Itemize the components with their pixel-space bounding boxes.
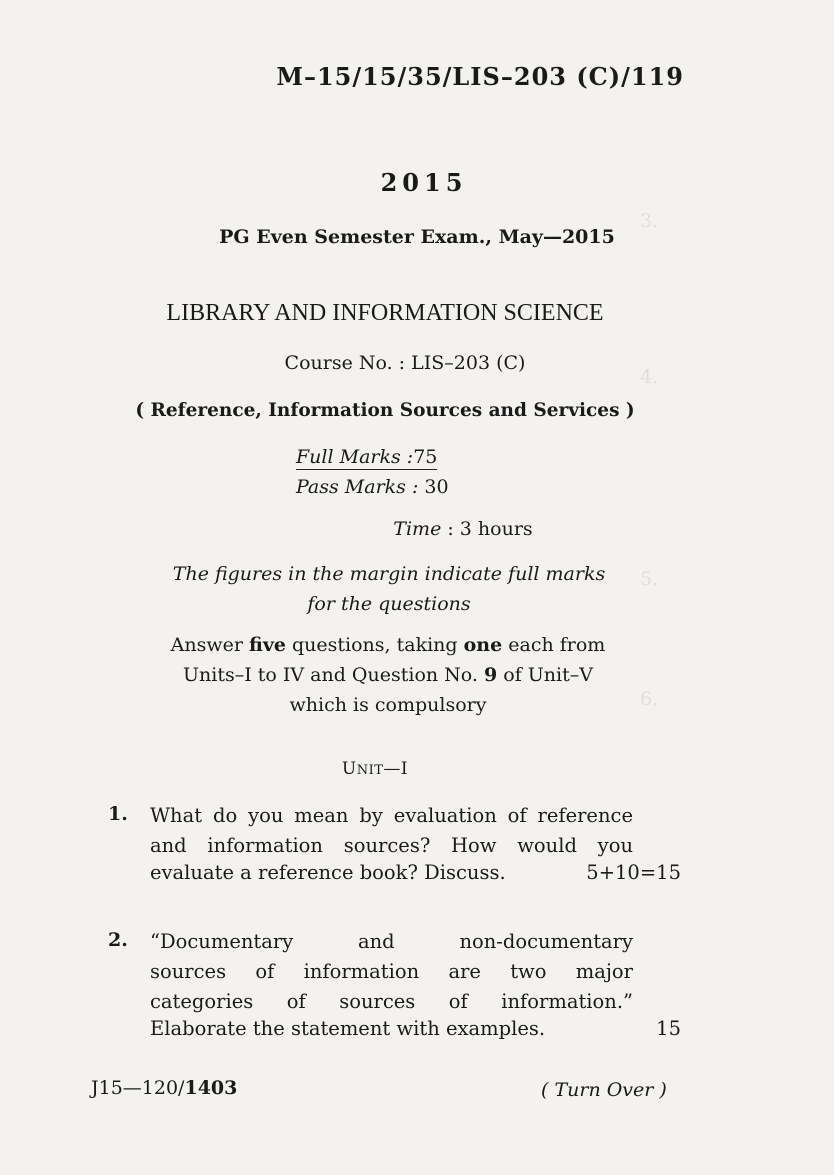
print-code: [91, 1077, 237, 1099]
instructions: [0, 630, 805, 720]
subject-title: LIBRARY AND INFORMATION SCIENCE: [166, 300, 604, 326]
marks-note-line: The figures in the margin indicate full marks: [172, 563, 606, 585]
show-through-text: 3.: [640, 210, 659, 232]
marks-note-line: for the questions: [307, 593, 471, 615]
unit-heading-rest: NIT: [356, 763, 384, 778]
question-line: and information sources? How would you: [150, 834, 633, 857]
question-line: Elaborate the statement with examples.: [150, 1017, 546, 1040]
full-marks-label: Full Marks :: [296, 446, 414, 468]
show-through-text: 5.: [640, 568, 659, 590]
course-number: Course No. : LIS–203 (C): [284, 352, 526, 374]
question-line: evaluate a reference book? Discuss.: [150, 861, 506, 884]
full-marks: [296, 446, 437, 468]
pass-marks: [296, 476, 449, 498]
instruction-text: Units–I to IV and Question No.: [183, 664, 484, 686]
question-number: 2.: [108, 929, 128, 951]
time-label: Time: [393, 518, 442, 540]
time-value: : 3 hours: [447, 518, 533, 540]
instruction-text: each from: [502, 634, 606, 656]
question-marks: 15: [656, 1017, 681, 1040]
full-marks-value: 75: [413, 446, 438, 468]
exam-duration: [46, 518, 834, 540]
instruction-text: Answer: [170, 634, 250, 656]
instruction-emphasis: 9: [483, 664, 498, 686]
instruction-emphasis: five: [249, 634, 286, 656]
pass-marks-label: Pass Marks :: [296, 476, 419, 498]
question-line: What do you mean by evaluation of reference: [150, 804, 633, 827]
instruction-emphasis: one: [463, 634, 503, 656]
question-line: sources of information are two major: [150, 960, 633, 983]
marks-note: [0, 559, 806, 619]
unit-heading-initial: U: [341, 759, 357, 779]
question-line: categories of sources of information.”: [150, 990, 633, 1013]
instruction-text: questions, taking: [285, 634, 464, 656]
unit-heading: [0, 759, 792, 779]
show-through-text: 4.: [640, 366, 659, 388]
question-number: 1.: [108, 803, 128, 825]
print-code-prefix: J15—120/: [91, 1077, 185, 1099]
paper-code: M–15/15/35/LIS–203 (C)/119: [276, 62, 684, 91]
question-marks: 5+10=15: [586, 861, 681, 884]
print-code-number: 1403: [184, 1077, 238, 1099]
question-line: “Documentary and non-documentary: [150, 930, 633, 953]
instruction-line: [0, 660, 805, 690]
instruction-text: of Unit–V: [497, 664, 593, 686]
turn-over-note: ( Turn Over ): [541, 1079, 667, 1101]
instruction-line: which is compulsory: [289, 694, 487, 716]
instruction-line: [0, 630, 805, 660]
exam-name: PG Even Semester Exam., May—2015: [219, 226, 615, 248]
paper-title: ( Reference, Information Sources and Services ): [135, 400, 635, 421]
exam-year: 2015: [380, 168, 468, 197]
show-through-text: 6.: [640, 688, 659, 710]
unit-heading-number: —I: [383, 759, 409, 779]
pass-marks-value: 30: [424, 476, 449, 498]
